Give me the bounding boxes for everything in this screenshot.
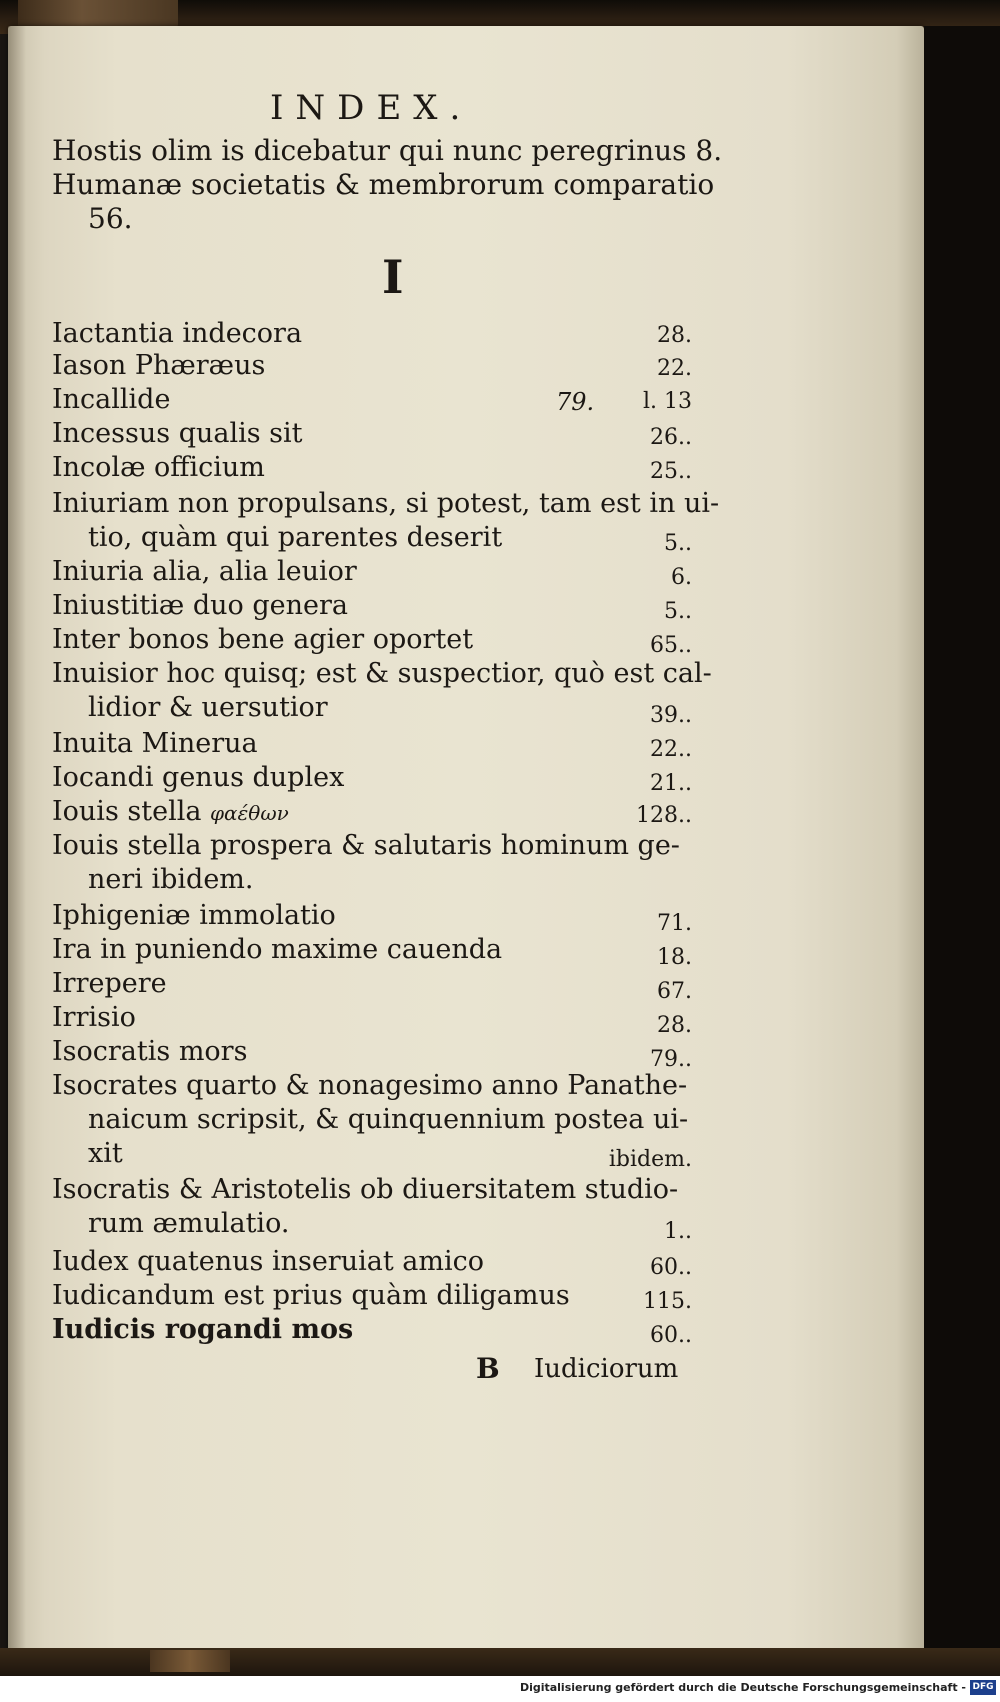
index-entry: Iason Phæræus xyxy=(52,350,266,381)
index-entry-text: Iouis stella xyxy=(52,796,202,827)
page-ref: ibidem. xyxy=(608,1147,692,1172)
page-ref: 26.. xyxy=(650,425,692,450)
index-entry: Irrepere xyxy=(52,968,167,999)
page-ref: 79.. xyxy=(650,1047,692,1072)
index-entry: Iactantia indecora xyxy=(52,318,303,349)
index-entry: Incallide xyxy=(52,384,171,415)
index-entry: Inuisior hoc quisq; est & suspectior, quò est cal- xyxy=(52,658,712,689)
greek-word: φαέθων xyxy=(210,801,289,825)
page-ref: 1.. xyxy=(664,1219,692,1244)
page-ref: 5.. xyxy=(664,531,692,556)
page-ref: 18. xyxy=(657,945,692,970)
index-entry: Iudex quatenus inseruiat amico xyxy=(52,1246,484,1277)
page-ref: 28. xyxy=(657,1013,692,1038)
index-entry: Iocandi genus duplex xyxy=(52,762,345,793)
index-entry: Isocratis & Aristotelis ob diuersitatem studio- xyxy=(52,1174,679,1205)
page-ref: 22.. xyxy=(650,737,692,762)
page-ref: 39.. xyxy=(650,703,692,728)
index-entry: Iudicis rogandi mos xyxy=(52,1314,354,1345)
index-entry-continuation: rum æmulatio. xyxy=(88,1208,290,1239)
index-entry: Inter bonos bene agier oportet xyxy=(52,624,474,655)
page-ref: 22. xyxy=(657,356,692,381)
section-letter: I xyxy=(382,250,404,304)
binding-tab-bottom xyxy=(150,1650,230,1672)
page-ref: 67. xyxy=(657,979,692,1004)
page-ref-mid: 79. xyxy=(556,388,595,416)
index-entry: Ira in puniendo maxime cauenda xyxy=(52,934,503,965)
index-entry xyxy=(52,796,289,829)
page-ref: 115. xyxy=(643,1289,692,1314)
index-entry: Isocrates quarto & nonagesimo anno Panathe- xyxy=(52,1070,688,1101)
digitization-footer xyxy=(0,1676,1000,1702)
index-entry: Humanæ societatis & membrorum comparatio xyxy=(52,168,715,201)
index-entry: Inuita Minerua xyxy=(52,728,258,759)
page-ref: 71. xyxy=(657,911,692,936)
index-entry-continuation: xit xyxy=(88,1138,123,1169)
page-spine-shadow xyxy=(8,26,26,1654)
index-entry: Irrisio xyxy=(52,1002,136,1033)
page-ref: 25.. xyxy=(650,459,692,484)
page-ref: 28. xyxy=(657,323,692,348)
footer-credit: Digitalisierung gefördert durch die Deutsche Forschungsgemeinschaft - xyxy=(519,1681,966,1694)
dfg-logo: DFG xyxy=(970,1680,996,1695)
index-entry: Iniustitiæ duo genera xyxy=(52,590,349,621)
page-ref: l. 13 xyxy=(642,389,692,414)
index-entry-continuation: 56. xyxy=(88,202,133,235)
page-right-edge xyxy=(924,26,1000,1666)
index-entry-continuation: naicum scripsit, & quinquennium postea ui- xyxy=(88,1104,689,1135)
page-ref: 128.. xyxy=(636,803,692,828)
page-ref: 65.. xyxy=(650,633,692,658)
index-entry: Isocratis mors xyxy=(52,1036,248,1067)
page-ref: 60.. xyxy=(650,1323,692,1348)
index-entry: Incolæ officium xyxy=(52,452,265,483)
index-entry: Iudicandum est prius quàm diligamus xyxy=(52,1280,570,1311)
index-entry: Hostis olim is dicebatur qui nunc peregrinus 8. xyxy=(52,134,723,167)
page-ref: 5.. xyxy=(664,599,692,624)
catchword: Iudiciorum xyxy=(534,1354,679,1384)
index-entry-continuation: lidior & uersutior xyxy=(88,692,328,723)
index-entry: Iouis stella prospera & salutaris hominum ge- xyxy=(52,830,680,861)
index-entry: Incessus qualis sit xyxy=(52,418,303,449)
signature-mark: B xyxy=(476,1352,500,1385)
page-ref: 21.. xyxy=(650,771,692,796)
index-entry: Iphigeniæ immolatio xyxy=(52,900,336,931)
index-entry-continuation: tio, quàm qui parentes deserit xyxy=(88,522,503,553)
index-entry-continuation: neri ibidem. xyxy=(88,864,254,895)
page-ref: 6. xyxy=(671,565,692,590)
index-entry: Iniuriam non propulsans, si potest, tam est in ui- xyxy=(52,488,720,519)
page-ref: 60.. xyxy=(650,1255,692,1280)
page-header: INDEX. xyxy=(270,88,473,128)
index-entry: Iniuria alia, alia leuior xyxy=(52,556,357,587)
